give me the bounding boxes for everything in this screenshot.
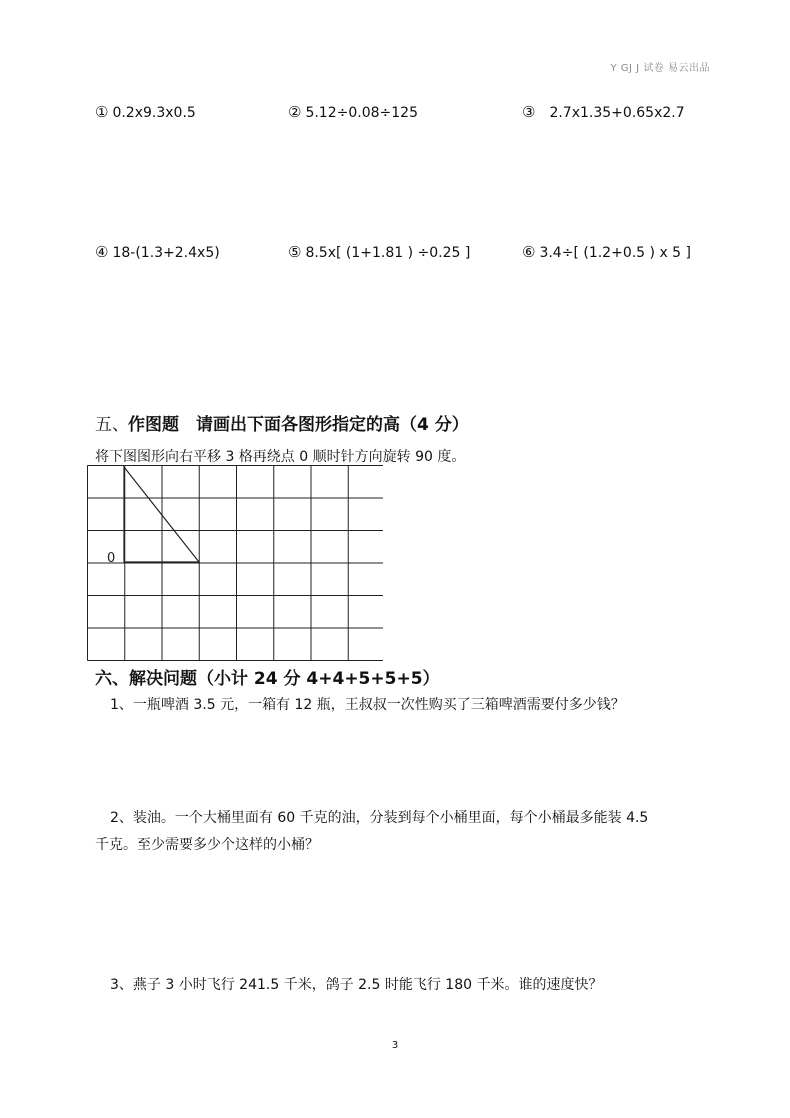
question-2-line-1: 2、装油。一个大桶里面有 60 千克的油，分装到每个小桶里面，每个小桶最多能装 4.5 <box>110 810 649 826</box>
problem-expression: 3.4÷[ (1.2+0.5 ) x 5 ] <box>539 245 691 261</box>
drawing-grid <box>87 465 383 661</box>
calc-problem-3 <box>522 103 685 121</box>
header-brand: Y GJ J 试卷 易云出品 <box>610 63 710 74</box>
question-3: 3、燕子 3 小时飞行 241.5 千米，鸽子 2.5 时能飞行 180 千米。谁的速度快？ <box>110 977 603 993</box>
problem-number: ⑤ <box>288 243 302 261</box>
problem-expression: 0.2x9.3x0.5 <box>112 105 196 121</box>
calc-problem-2 <box>288 103 418 121</box>
question-2-line-2: 千克。至少需要多少个这样的小桶？ <box>95 837 319 853</box>
section6-title: 六、解决问题（小计 24 分 4+4+5+5+5） <box>95 669 440 689</box>
calc-problem-5 <box>288 243 470 261</box>
problem-expression: 8.5x[ (1+1.81 ) ÷0.25 ] <box>305 245 471 261</box>
problem-expression: 5.12÷0.08÷125 <box>305 105 418 121</box>
section5-title: 作图题 请画出下面各图形指定的高（4 分） <box>128 415 469 435</box>
section5-number: 五、 <box>95 415 129 435</box>
problem-number: ① <box>95 103 109 121</box>
page-number: 3 <box>391 1040 399 1051</box>
calc-problem-1 <box>95 103 196 121</box>
question-1: 1、一瓶啤酒 3.5 元，一箱有 12 瓶，王叔叔一次性购买了三箱啤酒需要付多少钱？ <box>110 697 625 713</box>
problem-number: ② <box>288 103 302 121</box>
problem-expression: 2.7x1.35+0.65x2.7 <box>549 105 685 121</box>
rotation-point-label: 0 <box>107 551 116 566</box>
section5-instruction: 将下图图形向右平移 3 格再绕点 0 顺时针方向旋转 90 度。 <box>95 449 466 465</box>
problem-number: ③ <box>522 103 536 121</box>
problem-expression: 18-(1.3+2.4x5) <box>112 245 220 261</box>
calc-problem-6 <box>522 243 691 261</box>
calc-problem-4 <box>95 243 220 261</box>
grid-lines <box>88 466 384 661</box>
problem-number: ④ <box>95 243 109 261</box>
problem-number: ⑥ <box>522 243 536 261</box>
